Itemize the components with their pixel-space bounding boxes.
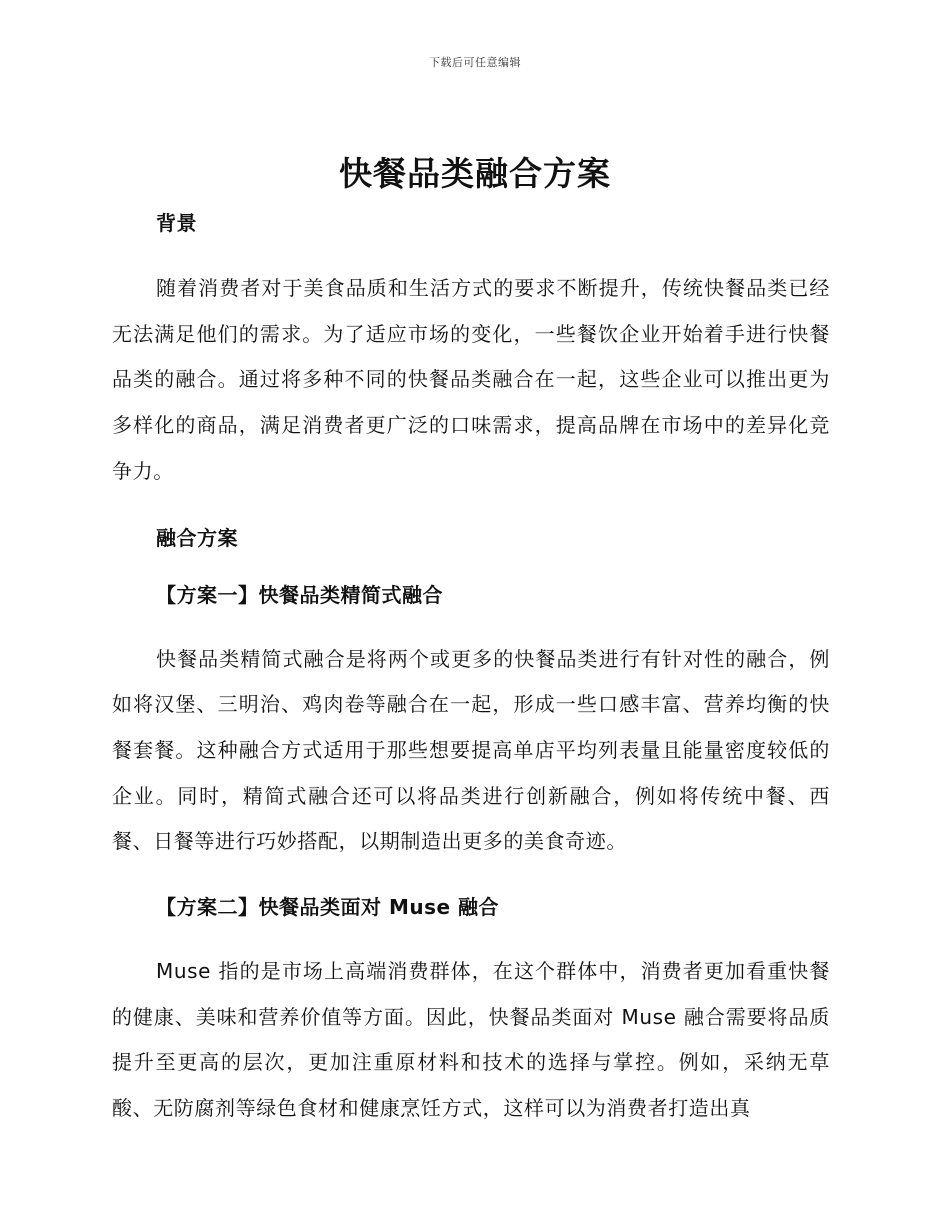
scheme-two-paragraph: Muse 指的是市场上高端消费群体，在这个群体中，消费者更加看重快餐的健康、美味和营养价值等方面。因此，快餐品类面对 Muse 融合需要将品质提升至更高的层次，更加注重原材料和技术的选择与掌控。例如，采纳无草酸、无防腐剂等绿色食材和健康烹饪方式，这样可以为消费者打造出真 <box>112 959 830 1121</box>
scheme-one-paragraph: 快餐品类精简式融合是将两个或更多的快餐品类进行有针对性的融合，例如将汉堡、三明治、鸡肉卷等融合在一起，形成一些口感丰富、营养均衡的快餐套餐。这种融合方式适用于那些想要提高单店平均列表量且能量密度较低的企业。同时，精简式融合还可以将品类进行创新融合，例如将传统中餐、西餐、日餐等进行巧妙搭配，以期制造出更多的美食奇迹。 <box>112 646 830 854</box>
background-heading: 背景 <box>156 211 197 235</box>
scheme-two-heading: 【方案二】快餐品类面对 Muse 融合 <box>156 895 500 920</box>
document-body <box>112 205 830 1132</box>
scheme-one-heading: 【方案一】快餐品类精简式融合 <box>156 582 443 607</box>
fusion-heading: 融合方案 <box>156 525 238 550</box>
page-title: 快餐品类融合方案 <box>339 154 611 193</box>
background-paragraph: 随着消费者对于美食品质和生活方式的要求不断提升，传统快餐品类已经无法满足他们的需求。为了适应市场的变化，一些餐饮企业开始着手进行快餐品类的融合。通过将多种不同的快餐品类融合在一起，这些企业可以推出更为多样化的商品，满足消费者更广泛的口味需求，提高品牌在市场中的差异化竞争力。 <box>112 276 830 483</box>
header-note: 下载后可任意编辑 <box>429 56 521 69</box>
